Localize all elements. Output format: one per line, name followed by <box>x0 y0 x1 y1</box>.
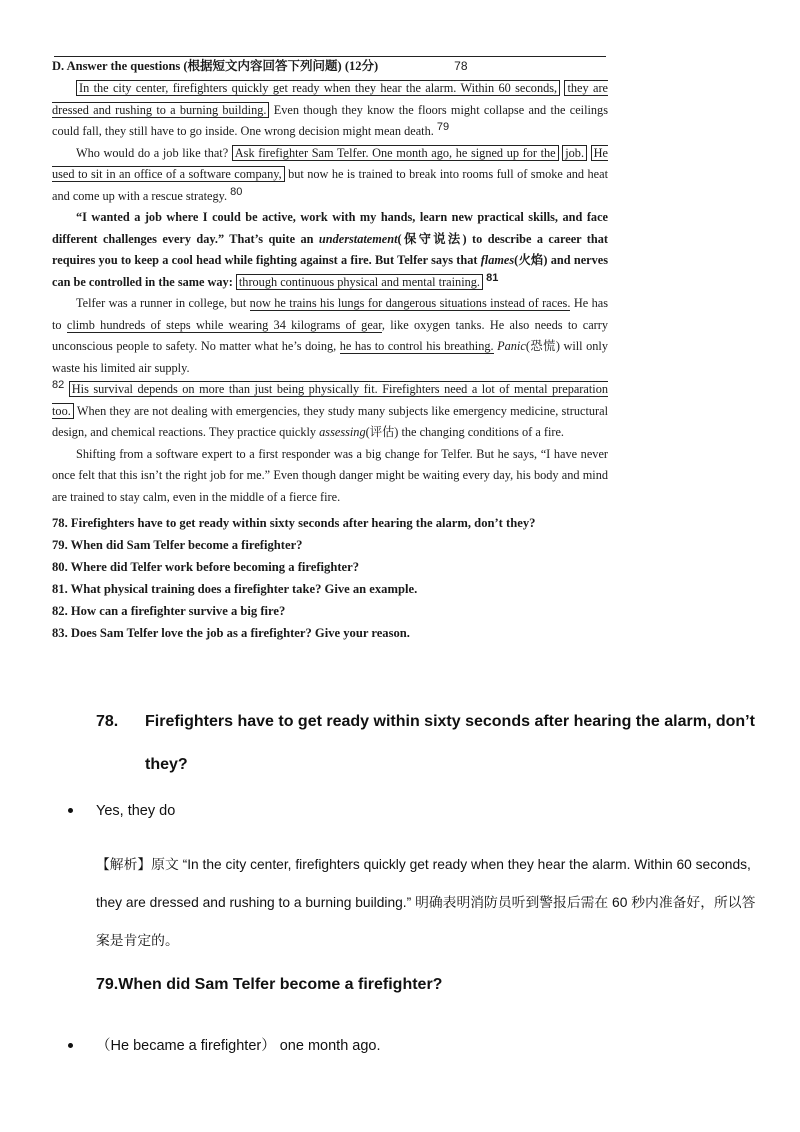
boxed-answer-text: He used to sit in an office of a software company, <box>52 145 608 181</box>
passage-paragraph-2 <box>52 143 608 208</box>
passage-text: (评估) the changing conditions of a fire. <box>365 425 565 439</box>
passage-text: but now he is trained to break into rooms full of smoke and heat and come up with a rescue strategy. <box>52 167 608 203</box>
handwritten-mark: 80 <box>230 185 243 198</box>
question-83: 83. Does Sam Telfer love the job as a firefighter? Give your reason. <box>52 626 410 640</box>
passage-text: Even though they know the floors might collapse and the ceilings could fall, they still have to go inside. One wrong decision might mean death. <box>52 102 608 138</box>
boxed-answer-text: His survival depends on more than just being physically fit. Firefighters need a lot of mental preparation too. <box>52 382 608 418</box>
underlined-text: he has to control his breathing. <box>339 339 494 353</box>
question-79: 79. When did Sam Telfer become a firefighter? <box>52 538 303 552</box>
bullet-dot <box>68 1043 73 1048</box>
answer-heading-78 <box>96 700 776 786</box>
boxed-answer-text: they are dressed and rushing to a burning building. <box>52 81 608 117</box>
passage-text: “I wanted a job where I could be active, work with my hands, learn new practical skills, and face different challenges every day.” That’s quite an <box>52 210 608 246</box>
passage-text: Who would do a job like that? <box>76 145 232 160</box>
question-text: Firefighters have to get ready within sixty seconds after hearing the alarm, don’t <box>145 713 755 730</box>
passage-text: Shifting from a software expert to a first responder was a big change for Telfer. But he says, “I have never once felt that this isn’t the right job for me.” Even though danger might be waiting every day, his body and mind are trained to stay calm, even in the middle of a fierce fire. <box>52 446 608 504</box>
passage-paragraph-5 <box>52 379 608 444</box>
bullet-dot <box>68 808 73 813</box>
underlined-text: climb hundreds of steps while wearing 34 kilograms of gear <box>66 317 382 332</box>
italic-term: assessing <box>319 425 366 439</box>
boxed-answer-text: In the city center, firefighters quickly get ready when they hear the alarm. Within 60 seconds, <box>76 80 560 96</box>
passage-paragraph-3 <box>52 207 608 293</box>
handwritten-mark: 79 <box>436 120 450 133</box>
question-number: 78. <box>96 713 119 730</box>
question-80: 80. Where did Telfer work before becoming a firefighter? <box>52 560 359 574</box>
passage-paragraph-1 <box>52 78 608 143</box>
scanned-worksheet <box>52 54 608 644</box>
boxed-answer-text: through continuous physical and mental training. <box>236 274 483 290</box>
passage-paragraph-4 <box>52 293 608 379</box>
handwritten-mark: 81 <box>486 271 499 284</box>
question-81: 81. What physical training does a firefighter take? Give an example. <box>52 582 418 596</box>
question-82: 82. How can a firefighter survive a big fire? <box>52 604 286 618</box>
passage-text: , like oxygen tanks. He also needs to carry unconscious people to safety. No matter what he’s doing, <box>52 317 609 353</box>
passage-text: He has to <box>52 296 608 332</box>
answer-text: （He became a firefighter） one month ago. <box>96 1038 381 1054</box>
passage-text: (火焰) and nerves can be controlled in the same way: <box>52 253 608 289</box>
question-78: 78. Firefighters have to get ready within sixty seconds after hearing the alarm, don’t they? <box>52 516 536 530</box>
boxed-answer-text: job. <box>562 145 587 161</box>
question-text: they? <box>145 756 188 773</box>
passage-text: Telfer was a runner in college, but <box>76 296 250 310</box>
section-title <box>52 54 608 78</box>
italic-term: understatement <box>318 231 398 246</box>
section-heading: D. Answer the questions (根据短文内容回答下列问题) (12分) <box>52 59 379 73</box>
italic-term: flames <box>480 253 515 267</box>
explanation-78: 【解析】原文 “In the city center, firefighters quickly get ready when they hear the alarm. Within 60 seconds, they are dressed and rushing to a burning building.” 明确表明消防员听到警报后需在 60 秒内准备好，所以答案是肯定的。 <box>96 857 756 948</box>
answer-text: Yes, they do <box>96 803 176 819</box>
handwritten-mark: 78 <box>454 59 468 73</box>
underlined-text: now he trains his lungs for dangerous situations instead of races. <box>249 296 571 310</box>
passage-paragraph-6 <box>52 444 608 509</box>
handwritten-mark: 82 <box>52 378 65 391</box>
passage-text: When they are not dealing with emergencies, they study many subjects like emergency medicine, structural design, and chemical reactions. They practice quickly <box>52 403 608 439</box>
boxed-answer-text: Ask firefighter Sam Telfer. One month ago, he signed up for the <box>232 145 559 161</box>
answer-heading-79: 79.When did Sam Telfer become a firefighter? <box>96 976 443 993</box>
passage-text: (保守说法) to describe a career that requires you to keep a cool head while fighting against a fire. But Telfer says that <box>52 231 608 267</box>
passage-text: (恐慌) will only waste his limited air supply. <box>52 339 608 375</box>
italic-term: Panic <box>497 339 526 353</box>
